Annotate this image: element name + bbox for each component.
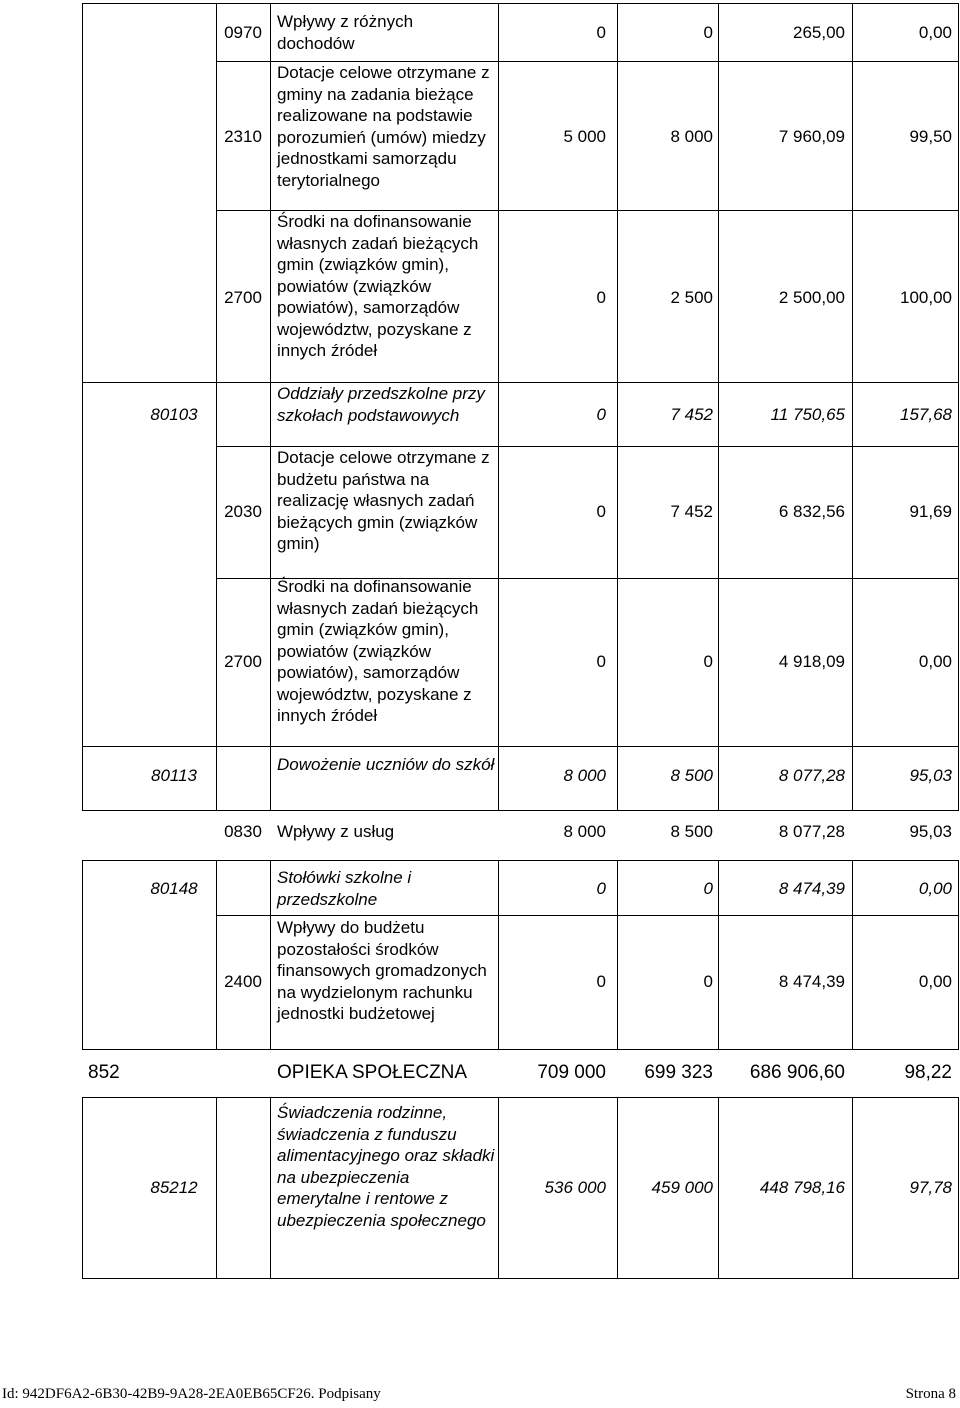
- grid-line: [82, 860, 83, 1050]
- signature-id: Id: 942DF6A2-6B30-42B9-9A28-2EA0EB65CF26. Podpisany: [2, 1386, 381, 1402]
- execution: 8 474,39: [778, 972, 845, 991]
- percent: 100,00: [900, 288, 952, 307]
- row-description: Środki na dofinansowanie własnych zadań bieżących gmin (związków gmin), powiatów (związków powiatów), samorządów województw, pozyskane z innych źródeł: [277, 577, 479, 725]
- grid-line: [82, 746, 959, 747]
- percent: 157,68: [900, 405, 952, 424]
- execution: 8 474,39: [778, 879, 845, 898]
- percent: 95,03: [909, 822, 952, 841]
- plan-after-changes: 8 500: [670, 766, 713, 785]
- chapter-code: 80113: [150, 766, 197, 785]
- grid-line: [82, 810, 959, 811]
- row-description: Wpływy do budżetu pozostałości środków finansowych gromadzonych na wydzielonym rachunku jednostki budżetowej: [277, 918, 487, 1023]
- plan-after-changes: 0: [703, 652, 713, 671]
- plan-after-changes: 459 000: [651, 1178, 713, 1197]
- grid-line: [82, 1049, 959, 1050]
- plan-initial: 0: [596, 502, 606, 521]
- grid-line: [270, 860, 271, 1050]
- execution: 686 906,60: [749, 1062, 845, 1083]
- paragraph-code: 0970: [224, 23, 262, 42]
- grid-line: [82, 860, 959, 861]
- plan-initial: 0: [596, 652, 606, 671]
- percent: 0,00: [918, 879, 952, 898]
- row-description: Wpływy z usług: [277, 822, 395, 841]
- execution: 448 798,16: [759, 1178, 845, 1197]
- row-description: Dotacje celowe otrzymane z gminy na zadania bieżące realizowane na podstawie porozumień (umów) miedzy jednostkami samorządu terytorialnego: [277, 63, 490, 190]
- paragraph-code: 2700: [224, 288, 262, 307]
- grid-line: [82, 3, 83, 811]
- plan-initial: 536 000: [544, 1178, 606, 1197]
- percent: 0,00: [918, 972, 952, 991]
- percent: 0,00: [918, 23, 952, 42]
- paragraph-code: 2310: [224, 127, 262, 146]
- plan-after-changes: 0: [703, 972, 713, 991]
- row-description: Świadczenia rodzinne, świadczenia z funduszu alimentacyjnego oraz składki na ubezpieczenia emerytalne i rentowe z ubezpieczenia społecznego: [277, 1103, 495, 1230]
- section-title: OPIEKA SPOŁECZNA: [277, 1062, 468, 1083]
- row-description: Dotacje celowe otrzymane z budżetu państwa na realizację własnych zadań bieżących gmin (związków gmin): [277, 448, 490, 553]
- plan-after-changes: 7 452: [670, 502, 713, 521]
- grid-line: [82, 1097, 83, 1279]
- grid-line: [216, 915, 959, 916]
- execution: 11 750,65: [770, 405, 845, 424]
- percent: 0,00: [918, 652, 952, 671]
- percent: 99,50: [909, 127, 952, 146]
- plan-initial: 0: [596, 288, 606, 307]
- execution: 8 077,28: [778, 822, 845, 841]
- plan-after-changes: 8 500: [670, 822, 713, 841]
- paragraph-code: 0830: [224, 822, 262, 841]
- execution: 7 960,09: [778, 127, 845, 146]
- grid-line: [82, 3, 959, 4]
- plan-initial: 0: [596, 972, 606, 991]
- grid-line: [82, 1097, 959, 1098]
- chapter-code: 80148: [150, 879, 198, 898]
- plan-initial: 0: [596, 879, 606, 898]
- plan-initial: 5 000: [563, 127, 606, 146]
- execution: 2 500,00: [778, 288, 845, 307]
- execution: 8 077,28: [778, 766, 845, 785]
- chapter-code: 85212: [150, 1178, 198, 1197]
- percent: 97,78: [909, 1178, 952, 1197]
- percent: 91,69: [909, 502, 952, 521]
- paragraph-code: 2030: [224, 502, 262, 521]
- paragraph-code: 2400: [224, 972, 262, 991]
- page-number: Strona 8: [905, 1386, 956, 1402]
- grid-line: [82, 1278, 959, 1279]
- plan-initial: 0: [596, 405, 606, 424]
- plan-after-changes: 0: [703, 879, 713, 898]
- row-description: Wpływy z różnych dochodów: [277, 12, 414, 53]
- plan-initial: 709 000: [537, 1062, 606, 1083]
- percent: 95,03: [909, 766, 952, 785]
- grid-line: [958, 3, 959, 811]
- row-description: Oddziały przedszkolne przy szkołach podstawowych: [277, 384, 485, 425]
- percent: 98,22: [904, 1062, 952, 1083]
- section-code: 852: [88, 1062, 120, 1083]
- plan-after-changes: 2 500: [670, 288, 713, 307]
- plan-after-changes: 8 000: [670, 127, 713, 146]
- grid-line: [958, 860, 959, 1050]
- plan-after-changes: 0: [703, 23, 713, 42]
- execution: 6 832,56: [778, 502, 845, 521]
- plan-initial: 8 000: [563, 766, 606, 785]
- execution: 4 918,09: [778, 652, 845, 671]
- grid-line: [82, 382, 959, 383]
- chapter-code: 80103: [150, 405, 198, 424]
- row-description: Stołówki szkolne i przedszkolne: [277, 868, 412, 909]
- plan-after-changes: 7 452: [670, 405, 713, 424]
- grid-line: [270, 3, 271, 811]
- grid-line: [958, 1097, 959, 1279]
- row-description: Dowożenie uczniów do szkół: [277, 755, 495, 774]
- plan-after-changes: 699 323: [644, 1062, 713, 1083]
- grid-line: [270, 1097, 271, 1279]
- paragraph-code: 2700: [224, 652, 262, 671]
- plan-initial: 0: [596, 23, 606, 42]
- plan-initial: 8 000: [563, 822, 606, 841]
- row-description: Środki na dofinansowanie własnych zadań bieżących gmin (związków gmin), powiatów (związków powiatów), samorządów województw, pozyskane z innych źródeł: [277, 212, 479, 360]
- execution: 265,00: [793, 23, 845, 42]
